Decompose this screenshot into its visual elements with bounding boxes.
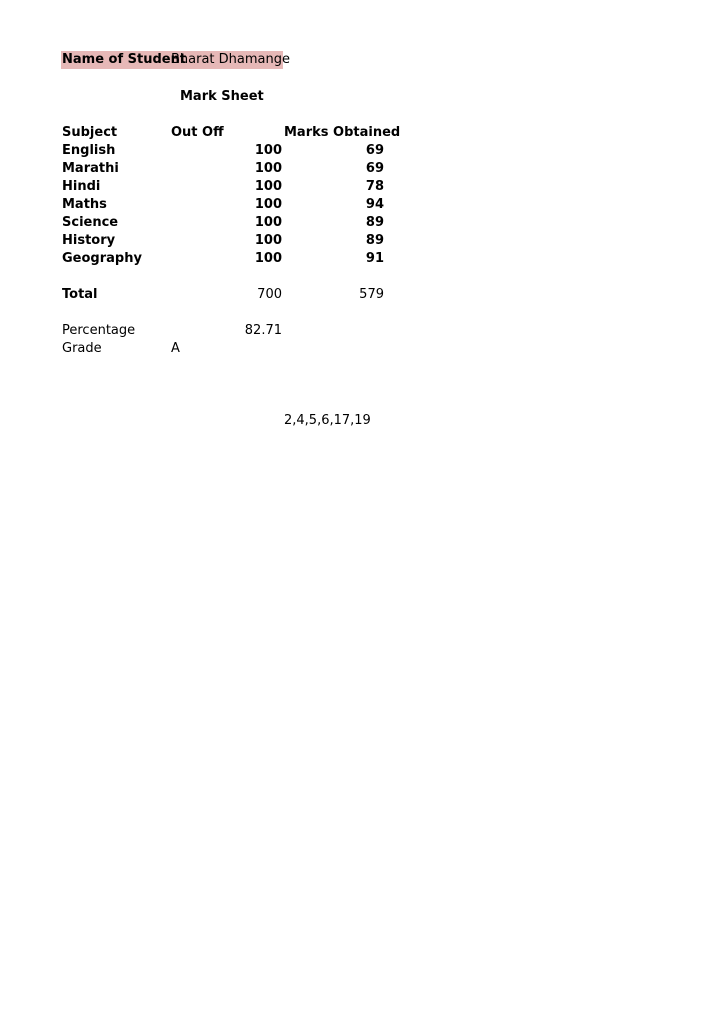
row-obtained: 69: [365, 161, 384, 176]
row-obtained: 94: [365, 197, 384, 212]
percentage-value: 82.71: [244, 323, 282, 338]
row-out-of: 100: [254, 233, 282, 248]
student-name-value: Bharat Dhamange: [171, 52, 290, 67]
row-out-of: 100: [254, 161, 282, 176]
row-out-of: 100: [254, 197, 282, 212]
row-out-of: 100: [254, 251, 282, 266]
column-header-out-of: Out Off: [171, 125, 224, 140]
row-obtained: 78: [365, 179, 384, 194]
row-subject: History: [62, 233, 116, 248]
note-text: 2,4,5,6,17,19: [284, 413, 371, 428]
column-header-marks-obtained: Marks Obtained: [284, 125, 401, 140]
row-obtained: 69: [365, 143, 384, 158]
row-subject: Geography: [62, 251, 142, 266]
row-obtained: 89: [365, 215, 384, 230]
row-subject: Hindi: [62, 179, 101, 194]
grade-value: A: [171, 341, 180, 356]
row-subject: Maths: [62, 197, 107, 212]
percentage-label: Percentage: [62, 323, 136, 338]
total-obtained: 579: [359, 287, 384, 302]
column-header-subject: Subject: [62, 125, 118, 140]
row-subject: Science: [62, 215, 119, 230]
row-subject: English: [62, 143, 116, 158]
row-out-of: 100: [254, 143, 282, 158]
row-out-of: 100: [254, 179, 282, 194]
sheet-title: Mark Sheet: [180, 89, 264, 104]
row-obtained: 89: [365, 233, 384, 248]
grade-label: Grade: [62, 341, 102, 356]
total-label: Total: [62, 287, 98, 302]
row-obtained: 91: [365, 251, 384, 266]
total-out-of: 700: [257, 287, 282, 302]
row-out-of: 100: [254, 215, 282, 230]
student-name-label: Name of Student: [62, 52, 187, 67]
row-subject: Marathi: [62, 161, 119, 176]
